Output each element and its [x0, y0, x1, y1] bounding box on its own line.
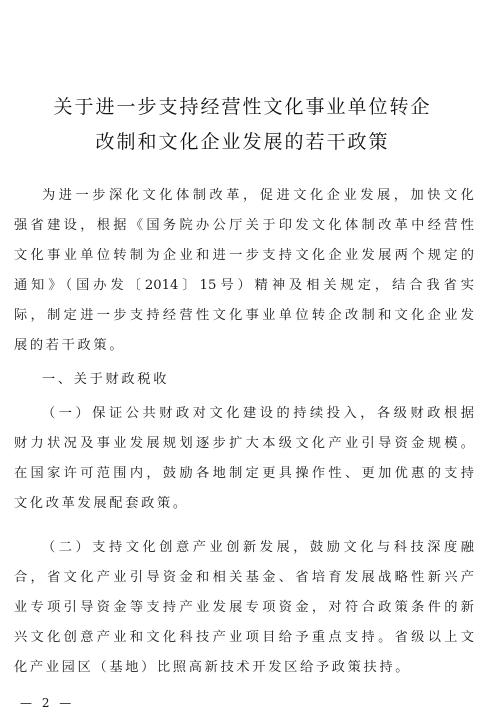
body-text-line: 展的若干政策。	[14, 338, 126, 353]
body-text-line: 在国家许可范围内，鼓励各地制定更具操作性、更加优惠的支持	[14, 466, 474, 481]
body-text-line: 际，制定进一步支持经营性文化事业单位转企改制和文化企业发	[14, 308, 474, 323]
body-text-line: 通知》（国办发〔2014〕15号）精神及相关规定，结合我省实	[14, 278, 474, 293]
body-text-line: 强省建设，根据《国务院办公厅关于印发文化体制改革中经营性	[14, 218, 474, 233]
body-text-line: （一）保证公共财政对文化建设的持续投入，各级财政根据	[42, 406, 474, 421]
body-text-line: 化产业园区（基地）比照高新技术开发区给予政策扶持。	[14, 660, 412, 675]
body-text-line: （二）支持文化创意产业创新发展，鼓励文化与科技深度融	[42, 540, 474, 555]
body-text-line: 业专项引导资金等支持产业发展专项资金，对符合政策条件的新	[14, 600, 474, 615]
body-text-line: 合，省文化产业引导资金和相关基金、省培育发展战略性新兴产	[14, 570, 474, 585]
body-text-line: 兴文化创意产业和文化科技产业项目给予重点支持。省级以上文	[14, 630, 474, 645]
page-number: — 2 —	[20, 696, 75, 710]
body-text-line: 为进一步深化文化体制改革，促进文化企业发展，加快文化	[42, 188, 474, 203]
document-title-line-1: 关于进一步支持经营性文化事业单位转企	[53, 96, 432, 118]
body-text-line: 文化改革发展配套政策。	[14, 496, 189, 511]
body-text-line: 文化事业单位转制为企业和进一步支持文化企业发展两个规定的	[14, 248, 474, 263]
document-title-line-2: 改制和文化企业发展的若干政策	[95, 131, 390, 153]
body-text-line: 财力状况及事业发展规划逐步扩大本级文化产业引导资金规模。	[14, 436, 474, 451]
section-heading: 一、关于财政税收	[42, 372, 170, 387]
